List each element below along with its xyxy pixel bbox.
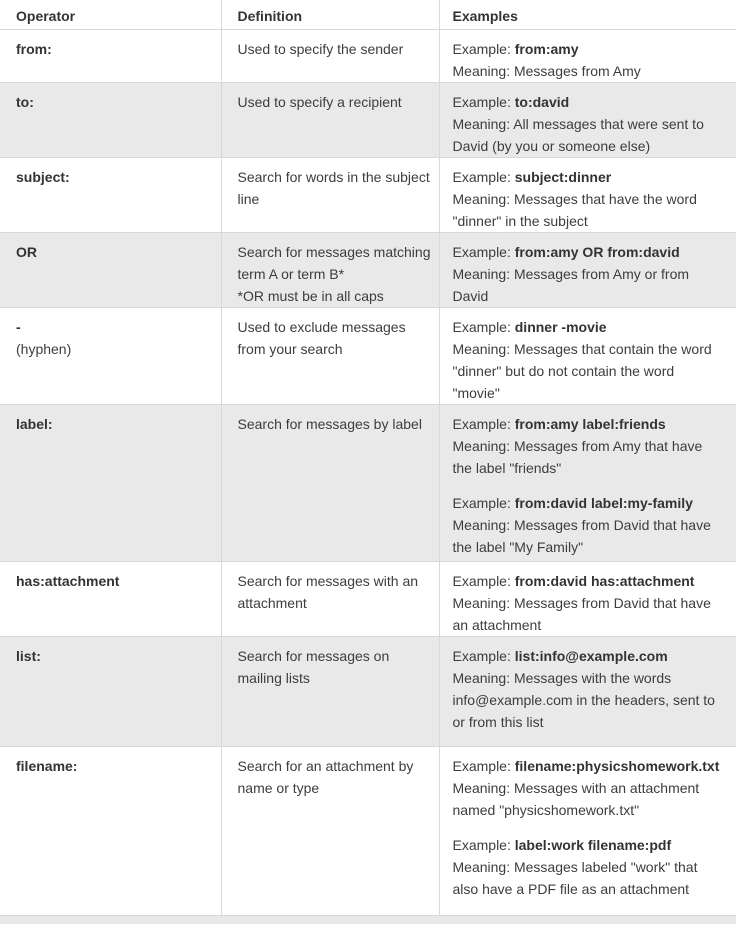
- example-query: from:david has:attachment: [514, 572, 695, 589]
- example-label: Example:: [452, 93, 515, 110]
- meaning-line: David (by you or someone else): [452, 137, 651, 154]
- operator-cell: [0, 404, 221, 561]
- operator-cell: [0, 82, 221, 157]
- example-line: [453, 755, 736, 777]
- examples-cell: [439, 82, 736, 157]
- example-query: from:amy label:friends: [514, 415, 666, 432]
- definition-line: Search for words in the subject: [237, 168, 430, 185]
- table-row: [0, 157, 736, 232]
- example-block: [453, 755, 736, 821]
- definition-line: line: [237, 190, 260, 207]
- meaning-line: Meaning: Messages with an attachment: [452, 779, 700, 796]
- definition-line: Used to specify a recipient: [237, 93, 402, 110]
- table-row: [0, 561, 736, 636]
- definition-cell: [221, 29, 439, 82]
- operator-cell: [0, 307, 221, 404]
- meaning-line: Meaning: Messages from David that have: [452, 516, 711, 533]
- operator-cell: [0, 232, 221, 307]
- examples-cell: [439, 232, 736, 307]
- meaning-line: Meaning: All messages that were sent to: [452, 115, 704, 132]
- examples-cell: [439, 307, 736, 404]
- definition-cell: [221, 82, 439, 157]
- definition-line: Search for messages on: [237, 647, 390, 664]
- example-line: [453, 316, 736, 338]
- example-line: [453, 492, 736, 514]
- example-label: Example:: [452, 757, 515, 774]
- example-query: list:info@example.com: [514, 647, 668, 664]
- meaning-line: info@example.com in the headers, sent to: [452, 691, 715, 708]
- operator-cell: [0, 561, 221, 636]
- meaning-line: Meaning: Messages from David that have: [452, 594, 711, 611]
- example-block: [453, 834, 736, 900]
- example-line: [453, 91, 736, 113]
- example-block: [453, 38, 736, 82]
- example-label: Example:: [452, 836, 515, 853]
- table-row: [0, 29, 736, 82]
- example-block: [453, 413, 736, 479]
- meaning-line: Meaning: Messages that have the word: [452, 190, 697, 207]
- meaning-line: Meaning: Messages from Amy: [452, 62, 641, 79]
- meaning-line: an attachment: [452, 616, 542, 633]
- definition-line: Search for an attachment by: [237, 757, 414, 774]
- example-line: [453, 38, 736, 60]
- example-line: [453, 570, 736, 592]
- table-row: [0, 636, 736, 746]
- header-examples: Examples: [439, 0, 736, 29]
- table-row: [0, 404, 736, 561]
- example-block: [453, 316, 736, 404]
- example-query: subject:dinner: [514, 168, 612, 185]
- definition-cell: [221, 636, 439, 746]
- example-label: Example:: [452, 415, 515, 432]
- definition-line: from your search: [237, 340, 343, 357]
- example-query: from:amy OR from:david: [514, 243, 680, 260]
- header-operator: Operator: [0, 0, 221, 29]
- meaning-line: also have a PDF file as an attachment: [452, 880, 690, 897]
- definition-cell: [221, 561, 439, 636]
- example-block: [453, 645, 736, 733]
- definition-line: Search for messages matching: [237, 243, 431, 260]
- example-line: [453, 834, 736, 856]
- example-block: [453, 241, 736, 307]
- meaning-line: the label "friends": [452, 459, 562, 476]
- meaning-line: David: [452, 287, 489, 304]
- example-query: dinner -movie: [514, 318, 607, 335]
- table-row: [0, 82, 736, 157]
- examples-cell: [439, 157, 736, 232]
- example-line: [453, 166, 736, 188]
- example-block: [453, 91, 736, 157]
- definition-line: term A or term B*: [237, 265, 345, 282]
- table-row: [0, 746, 736, 915]
- definition-cell: [221, 157, 439, 232]
- example-line: [453, 241, 736, 263]
- table-row: [0, 232, 736, 307]
- example-label: Example:: [452, 40, 515, 57]
- example-label: Example:: [452, 168, 515, 185]
- example-label: Example:: [452, 243, 515, 260]
- definition-line: *OR must be in all caps: [237, 287, 384, 304]
- example-label: Example:: [452, 572, 515, 589]
- meaning-line: the label "My Family": [452, 538, 584, 555]
- examples-cell: [439, 746, 736, 915]
- table-body: [0, 29, 736, 915]
- meaning-line: or from this list: [452, 713, 544, 730]
- definition-line: mailing lists: [237, 669, 310, 686]
- meaning-line: named "physicshomework.txt": [452, 801, 640, 818]
- example-query: from:amy: [514, 40, 579, 57]
- operator-cell: [0, 157, 221, 232]
- examples-cell: [439, 404, 736, 561]
- example-block: [453, 492, 736, 558]
- example-line: [453, 413, 736, 435]
- table-footer-strip: [0, 916, 736, 924]
- example-query: label:work filename:pdf: [514, 836, 672, 853]
- examples-cell: [439, 561, 736, 636]
- header-definition: Definition: [221, 0, 439, 29]
- example-query: to:david: [514, 93, 570, 110]
- operator-name: filename:: [16, 757, 78, 774]
- operator-name: to:: [16, 93, 34, 110]
- example-label: Example:: [452, 647, 515, 664]
- table-row: [0, 307, 736, 404]
- meaning-line: "dinner" but do not contain the word: [452, 362, 675, 379]
- definition-cell: [221, 307, 439, 404]
- meaning-line: Meaning: Messages with the words: [452, 669, 672, 686]
- example-block: [453, 166, 736, 232]
- meaning-line: Meaning: Messages that contain the word: [452, 340, 712, 357]
- definition-line: name or type: [237, 779, 320, 796]
- definition-cell: [221, 232, 439, 307]
- operator-name: has:attachment: [16, 572, 120, 589]
- meaning-line: "dinner" in the subject: [452, 212, 588, 229]
- examples-cell: [439, 29, 736, 82]
- definition-line: Used to specify the sender: [237, 40, 404, 57]
- operator-name: from:: [16, 40, 52, 57]
- operator-name: subject:: [16, 168, 70, 185]
- operator-name: -: [16, 318, 21, 335]
- definition-line: Used to exclude messages: [237, 318, 406, 335]
- operator-name: list:: [16, 647, 41, 664]
- meaning-line: "movie": [452, 384, 500, 401]
- example-block: [453, 570, 736, 636]
- example-line: [453, 645, 736, 667]
- meaning-line: Meaning: Messages labeled "work" that: [452, 858, 698, 875]
- definition-line: Search for messages by label: [237, 415, 422, 432]
- operator-cell: [0, 746, 221, 915]
- operator-name: OR: [16, 243, 37, 260]
- meaning-line: Meaning: Messages from Amy or from: [452, 265, 690, 282]
- operator-cell: [0, 636, 221, 746]
- definition-line: Search for messages with an: [237, 572, 419, 589]
- example-query: filename:physicshomework.txt: [514, 757, 720, 774]
- meaning-line: Meaning: Messages from Amy that have: [452, 437, 703, 454]
- examples-cell: [439, 636, 736, 746]
- definition-cell: [221, 746, 439, 915]
- definition-line: attachment: [237, 594, 307, 611]
- operator-name: label:: [16, 415, 53, 432]
- example-label: Example:: [452, 494, 515, 511]
- definition-cell: [221, 404, 439, 561]
- example-label: Example:: [452, 318, 515, 335]
- example-query: from:david label:my-family: [514, 494, 693, 511]
- operator-cell: [0, 29, 221, 82]
- operator-subtext: (hyphen): [16, 340, 72, 357]
- header-row: [0, 0, 736, 29]
